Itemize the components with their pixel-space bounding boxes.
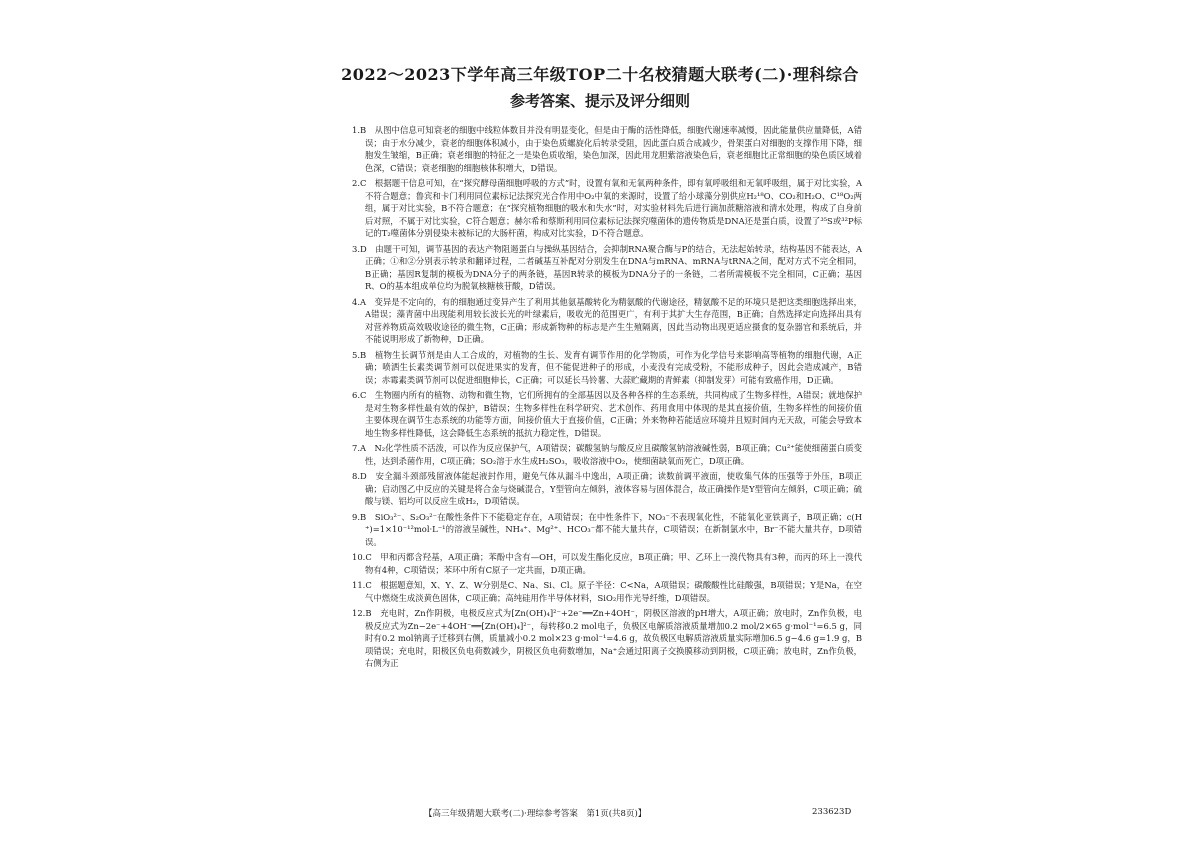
answer-number: 10.C [352, 552, 372, 562]
answer-item [352, 607, 862, 670]
answer-text: 从图中信息可知衰老的细胞中线粒体数目并没有明显变化，但是由于酶的活性降低，细胞代谢速率减慢，因此能量供应量降低，A错误；由于水分减少，衰老的细胞体积减小，由于染色质螺旋化后转录受阻，因此蛋白质合成减少，骨架蛋白对细胞的支撑作用下降，细胞发生皱缩，B正确；衰老细胞的特征之一是染色质收缩，染色加深，因此用龙胆紫溶液染色后，衰老细胞比正常细胞的染色质区域着色深，C错误；衰老细胞的细胞核体积增大，D错误。 [365, 125, 863, 173]
answer-number: 6.C [352, 390, 367, 400]
answer-item [352, 511, 862, 549]
answer-text: SiO₃²⁻、S₂O₃²⁻在酸性条件下不能稳定存在，A项错误；在中性条件下，NO₃⁻不表现氧化性，不能氧化亚铁离子，B项正确；c(H⁺)=1×10⁻¹²mol·L⁻¹的溶液呈碱性，NH₄⁺、Mg²⁺、HCO₃⁻都不能大量共存，C项错误；在新制氯水中，Br⁻不能大量共存，D项错误。 [365, 511, 863, 547]
answer-text: 根据题干信息可知，在“探究酵母菌细胞呼吸的方式”时，设置有氧和无氧两种条件，即有氧呼吸组和无氧呼吸组，属于对比实验，A不符合题意；鲁宾和卡门利用同位素标记法探究光合作用中O₂中氧的来源时，设置了给小球藻分别供应H₂¹⁸O、CO₂和H₂O、C¹⁸O₂两组，属于对比实验，B不符合题意；在“探究植物细胞的吸水和失水”时，对实验材料先后进行滴加蔗糖溶液和清水处理，构成了自身前后对照，不属于对比实验，C符合题意；赫尔希和蔡斯利用同位素标记法探究噬菌体的遗传物质是DNA还是蛋白质，设置了³⁵S或³²P标记的T₂噬菌体分别侵染未被标记的大肠杆菌，构成对比实验，D不符合题意。 [365, 178, 863, 238]
answer-item [352, 551, 862, 576]
answer-number: 7.A [352, 443, 367, 453]
page-footer: 【高三年级猜题大联考(二)·理综参考答案 第1页(共8页)】 [424, 809, 647, 819]
answer-number: 5.B [352, 349, 367, 360]
answer-item [352, 349, 862, 387]
answer-number: 2.C [352, 178, 367, 188]
answer-text: 根据题意知，X、Y、Z、W分别是C、Na、Si、Cl。原子半径：C<Na，A项错误；碳酸酸性比硅酸强，B项错误；Y是Na，在空气中燃烧生成淡黄色固体，C项正确；高纯硅用作半导体材料，SiO₂用作光导纤维，D项错误。 [365, 580, 862, 603]
answer-item [352, 389, 862, 439]
page-subtitle: 参考答案、提示及评分细则 [509, 92, 690, 110]
answer-item [352, 579, 862, 604]
answer-number: 4.A [352, 296, 367, 307]
answer-number: 8.D [352, 471, 367, 481]
answer-text: 变异是不定向的，有的细胞通过变异产生了利用其他氨基酸转化为精氨酸的代谢途径，精氨酸不足的环境只是把这类细胞选择出来，A错误；藻青菌中出现能利用较长波长光的叶绿素后，吸收光的范围更广，有利于其扩大生存范围，B正确；自然选择定向选择出具有对营养物质高效吸收途径的微生物，C正确；形成新物种的标志是产生生殖隔离，因此当动物出现更适应摄食的复杂器官和系统后，并不能说明形成了新物种，D正确。 [365, 296, 862, 344]
answer-list [352, 124, 862, 673]
answer-number: 3.D [352, 243, 367, 254]
answer-item [352, 296, 862, 346]
answer-item [352, 243, 862, 293]
answer-number: 1.B [352, 125, 367, 135]
answer-number: 9.B [352, 511, 367, 522]
answer-number: 12.B [352, 608, 372, 618]
answer-item [352, 177, 862, 240]
answer-text: N₂化学性质不活泼，可以作为反应保护气，A项错误；碳酸氢钠与酸反应且碳酸氢钠溶液碱性弱，B项正确；Cu²⁺能使细菌蛋白质变性，达到杀菌作用，C项正确；SO₂溶于水生成H₂SO₃，吸收溶液中O₂，使细菌缺氧而死亡，D项正确。 [365, 443, 862, 466]
answer-item [352, 442, 862, 467]
answer-text: 安全漏斗颈部残留液体能起液封作用，避免气体从漏斗中逸出，A项正确；读数前调平液面，使收集气体的压强等于外压，B项正确；启动图乙中反应的关键是将合金与烧碱混合，Y型管向左倾斜，液体容易与固体混合，故正确操作是Y型管向左倾斜，C项正确；硫酸与镁、铝均可以反应生成H₂，D项错误。 [365, 471, 863, 506]
document-code: 233623D [812, 807, 852, 817]
answer-text: 生物圈内所有的植物、动物和微生物，它们所拥有的全部基因以及各种各样的生态系统，共同构成了生物多样性，A错误；就地保护是对生物多样性最有效的保护，B错误；生物多样性在科学研究、艺术创作、药用食用中体现的是其直接价值，生物多样性的间接价值主要体现在调节生态系统的功能等方面，间接价值大于直接价值，C正确；外来物种若能适应环境并且短时间内无天敌，可能会导致本地生物多样性降低，这会降低生态系统的抵抗力稳定性，D错误。 [365, 390, 863, 438]
answer-item [352, 124, 862, 174]
answer-text: 甲和丙都含羟基，A项正确；苯酚中含有—OH，可以发生酯化反应，B项正确；甲、乙环上一溴代物具有3种，而丙的环上一溴代物有4种，C项错误；苯环中所有C原子一定共面，D项正确。 [365, 552, 863, 575]
answer-number: 11.C [352, 580, 372, 590]
answer-item [352, 470, 862, 508]
answer-text: 植物生长调节剂是由人工合成的，对植物的生长、发育有调节作用的化学物质，可作为化学信号来影响高等植物的细胞代谢，A正确；喷洒生长素类调节剂可以促进果实的发育，但不能促进种子的形成，小麦没有完成受粉，不能形成种子，因此会造成减产，B错误；赤霉素类调节剂可以促进细胞伸长，C正确；可以延长马铃薯、大蒜贮藏期的青鲜素（抑制发芽）可能有致癌作用，D正确。 [365, 349, 863, 385]
page-title: 2022～2023下学年高三年级TOP二十名校猜题大联考(二)·理科综合 [341, 65, 859, 84]
answer-text: 充电时，Zn作阴极，电极反应式为[Zn(OH)₄]²⁻+2e⁻══Zn+4OH⁻，阴极区溶液的pH增大，A项正确；放电时，Zn作负极，电极反应式为Zn−2e⁻+4OH⁻══[Zn(OH)₄]²⁻，每转移0.2 mol电子，负极区电解质溶液质量增加0.2 mol/2×65 g·mol⁻¹=6.5 g，同时有0.2 mol钠离子迁移到右侧，质量减小0.2 mol×23 g·mol⁻¹=4.6 g，故负极区电解质溶液质量实际增加6.5 g−4.6 g=1.9 g，B项错误；充电时，阳极区负电荷数减少，阴极区负电荷数增加，Na⁺会通过阳离子交换膜移动到阴极，C项正确；放电时，Zn作负极，右侧为正 [365, 608, 862, 668]
answer-text: 由题干可知，调节基因的表达产物阻遏蛋白与操纵基因结合，会抑制RNA聚合酶与P的结合，无法起始转录，结构基因不能表达，A正确；①和②分别表示转录和翻译过程，二者碱基互补配对分别发生在DNA与mRNA、mRNA与tRNA之间，配对方式不完全相同，B正确；基因R复制的模板为DNA分子的两条链，基因R转录的模板为DNA分子的一条链，二者所需模板不完全相同，C正确；基因R、O的基本组成单位均为脱氧核糖核苷酸，D错误。 [365, 243, 862, 291]
